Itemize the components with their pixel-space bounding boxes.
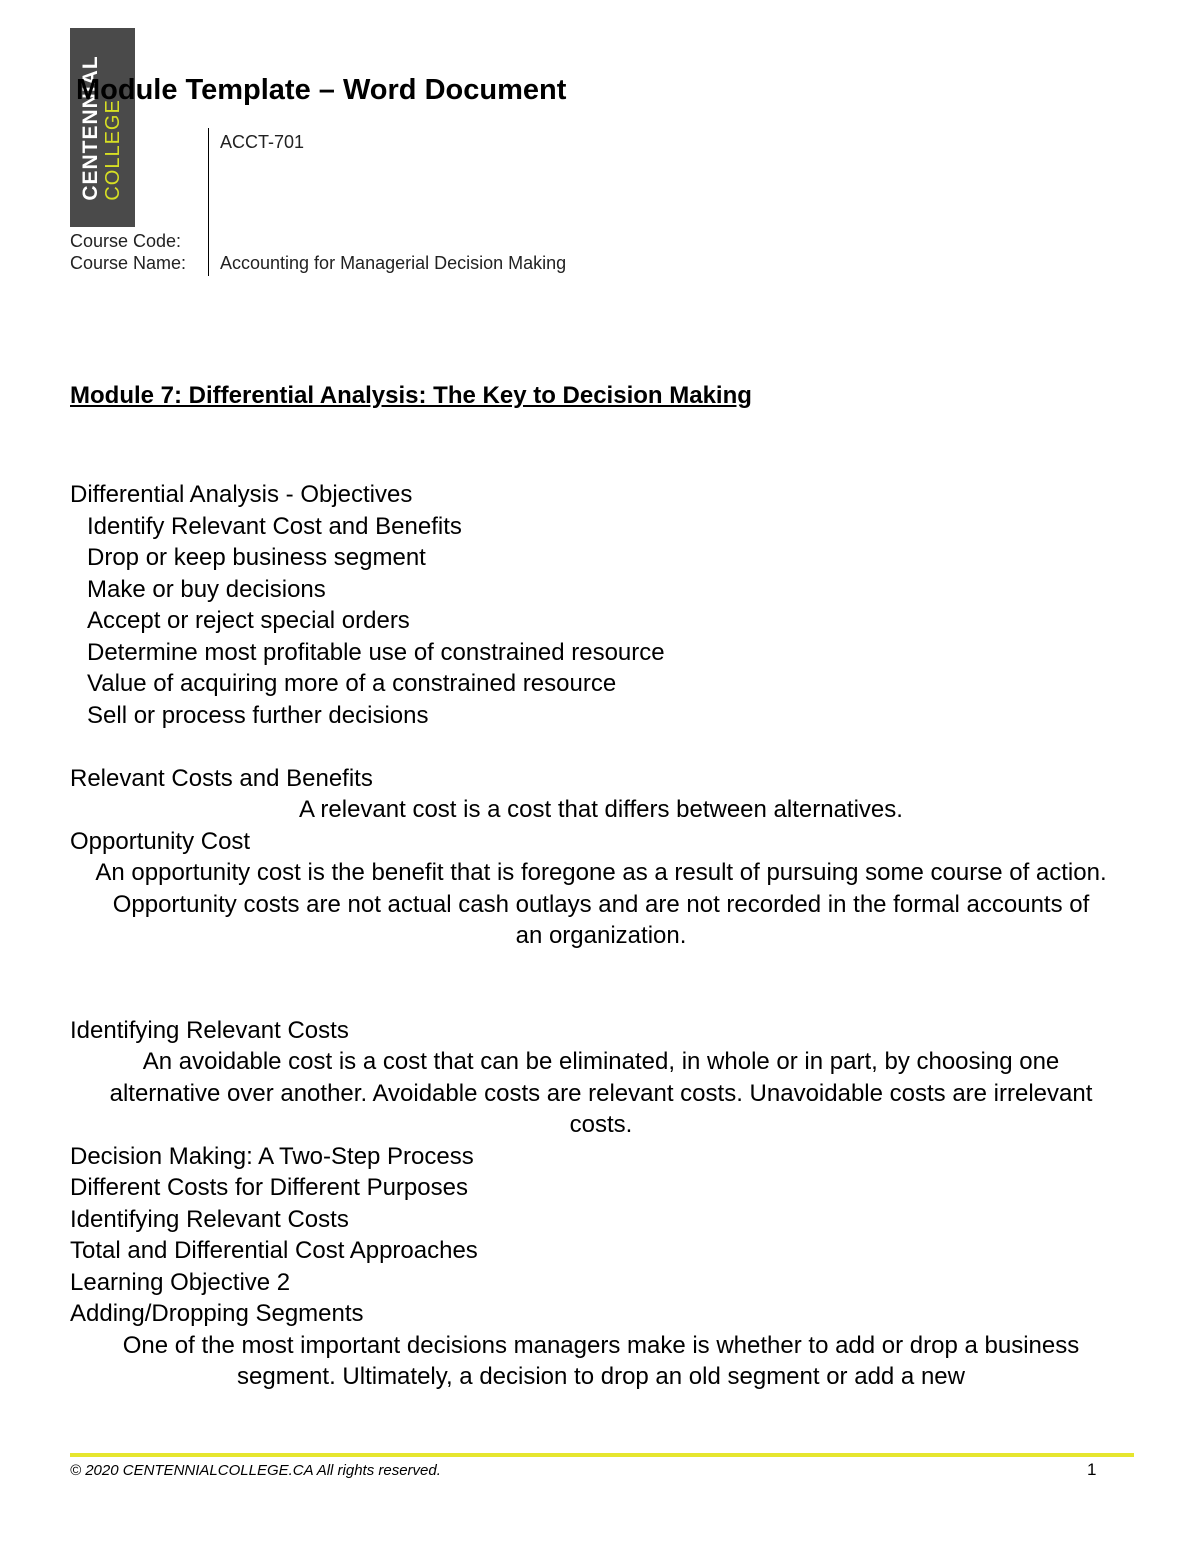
topic-item: Total and Differential Cost Approaches (70, 1237, 478, 1264)
course-name-value: Accounting for Managerial Decision Making (220, 253, 567, 273)
relevant-costs-heading: Relevant Costs and Benefits (70, 764, 373, 792)
footer-copyright: © 2020 CENTENNIALCOLLEGE.CA All rights reserved. (70, 1462, 441, 1479)
course-code-value: ACCT-701 (220, 132, 305, 152)
document-body (70, 479, 1132, 1393)
avoidable-cost-definition: An avoidable cost is a cost that can be eliminated, in whole or in part, by choosing one alternative over another. Avoidable costs are relevant costs. Unavoidable costs are irrelevant costs. (109, 1048, 1093, 1138)
topic-item: Decision Making: A Two-Step Process (70, 1142, 474, 1170)
logo-line-2: COLLEGE (102, 99, 124, 201)
list-item: Sell or process further decisions (87, 701, 429, 729)
footer-rule (70, 1453, 1134, 1457)
spacer (70, 952, 1132, 1015)
topic-item: Identifying Relevant Costs (70, 1205, 349, 1233)
logo-line-1: CENTENNIAL (79, 55, 102, 201)
college-logo (70, 28, 135, 227)
list-item: Make or buy decisions (87, 575, 326, 603)
page-number: 1 (1087, 1460, 1097, 1479)
list-item: Value of acquiring more of a constrained resource (87, 670, 617, 697)
opportunity-cost-heading: Opportunity Cost (70, 827, 251, 855)
spacer (70, 731, 1132, 763)
opportunity-cost-definition: An opportunity cost is the benefit that is foregone as a result of pursuing some course of action. (95, 859, 1107, 886)
list-item: Accept or reject special orders (87, 607, 410, 634)
topic-item: Different Costs for Different Purposes (70, 1174, 468, 1201)
course-code-label: Course Code: (70, 231, 182, 251)
course-name-label: Course Name: (70, 253, 187, 273)
relevant-cost-definition: A relevant cost is a cost that differs between alternatives. (299, 796, 903, 823)
topic-item: Adding/Dropping Segments (70, 1300, 364, 1327)
header-divider (208, 128, 209, 276)
topic-item: Learning Objective 2 (70, 1268, 291, 1296)
list-item: Determine most profitable use of constrained resource (87, 638, 665, 666)
opportunity-cost-note: Opportunity costs are not actual cash outlays and are not recorded in the formal accounts of an organization. (112, 890, 1090, 949)
document-title: Module Template – Word Document (76, 74, 567, 106)
identifying-heading: Identifying Relevant Costs (70, 1016, 349, 1044)
objectives-heading: Differential Analysis - Objectives (70, 481, 413, 508)
list-item: Drop or keep business segment (87, 544, 426, 571)
list-item: Identify Relevant Cost and Benefits (87, 512, 462, 540)
segments-paragraph: One of the most important decisions managers make is whether to add or drop a business segment. Ultimately, a decision to drop an old segment or add a new (122, 1331, 1080, 1390)
module-title: Module 7: Differential Analysis: The Key to Decision Making (70, 382, 752, 409)
